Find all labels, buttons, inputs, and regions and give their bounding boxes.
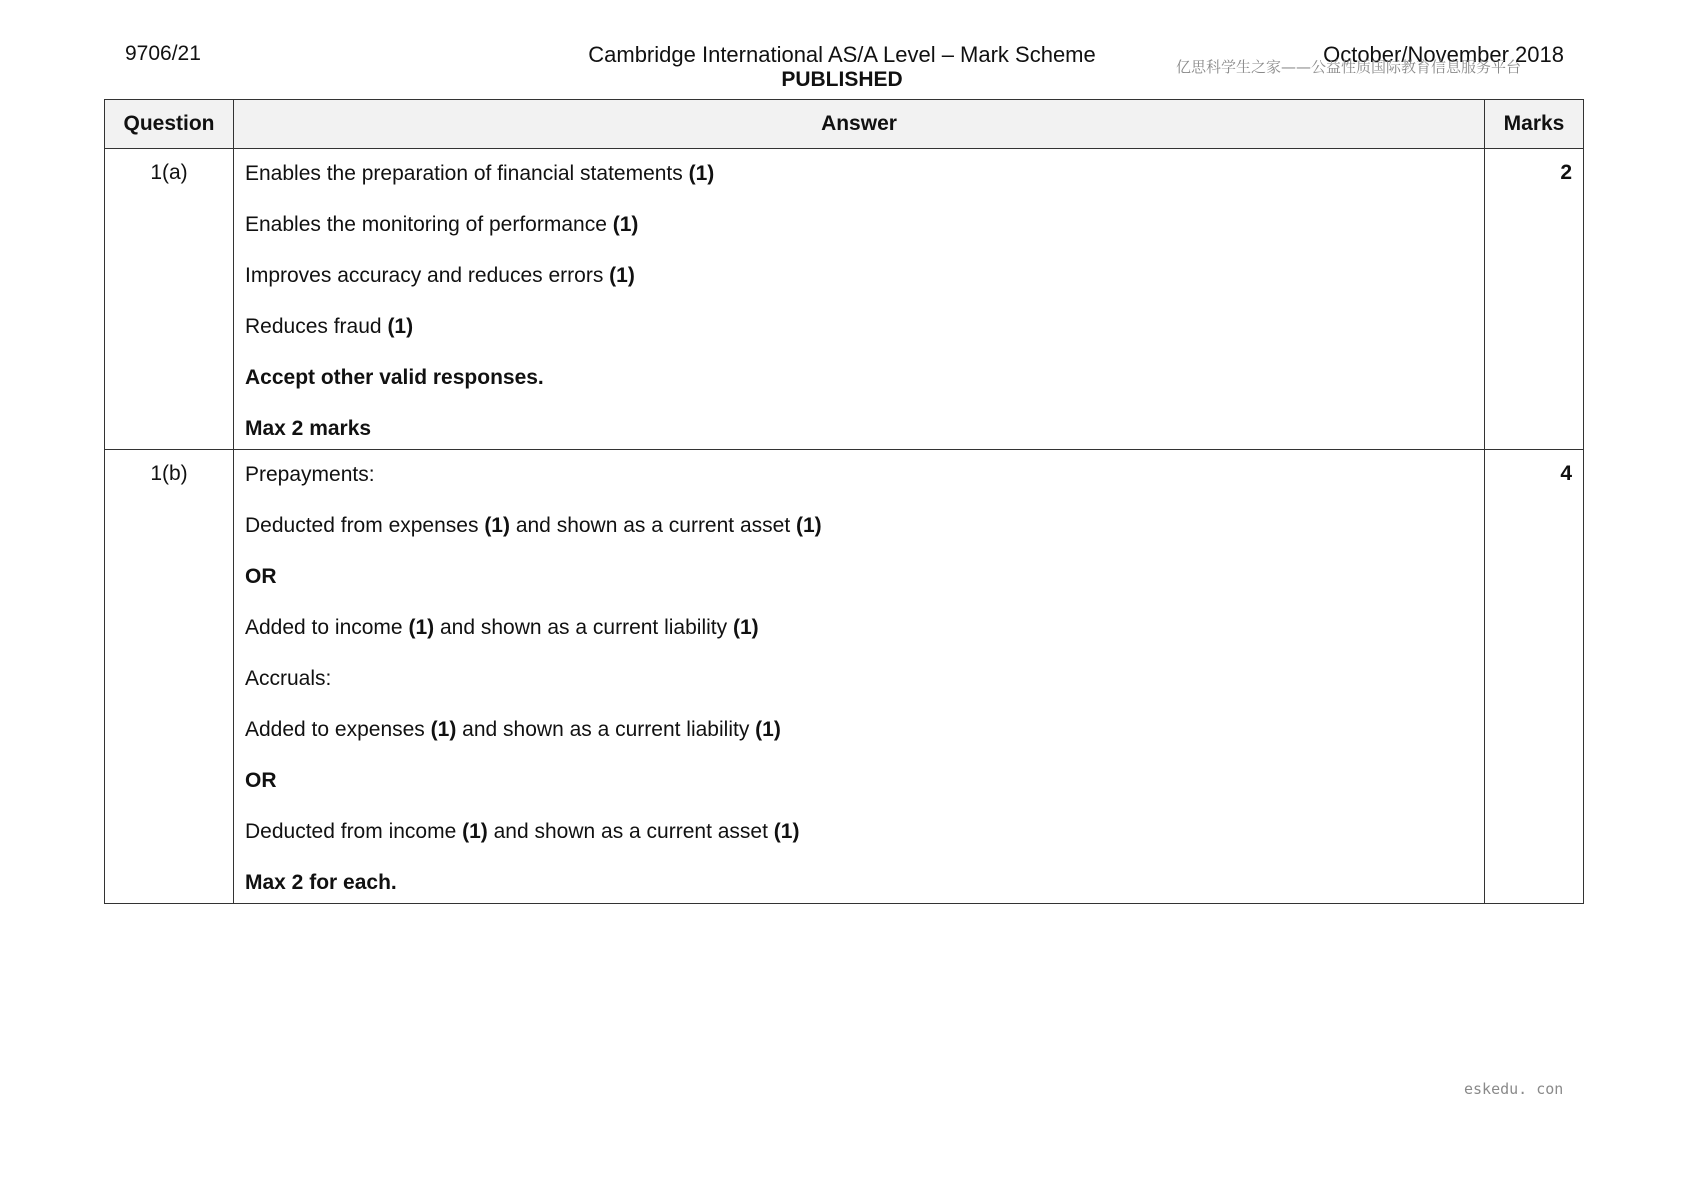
mark-allocation: (1) xyxy=(408,616,435,639)
watermark-top: 亿思科学生之家——公益性质国际教育信息服务平台 xyxy=(1176,58,1522,76)
answer-line xyxy=(245,212,1473,238)
table-header-row xyxy=(105,100,1584,149)
mark-scheme-title: Cambridge International AS/A Level – Mark Scheme xyxy=(588,42,1096,67)
max-marks-note: Max 2 for each. xyxy=(245,871,397,894)
table-row xyxy=(105,149,1584,450)
answer-text: Added to income xyxy=(245,616,403,639)
answer-text: Deducted from income xyxy=(245,820,457,843)
answer-text: Accruals: xyxy=(245,667,332,690)
mark-allocation: (1) xyxy=(755,718,781,741)
watermark-bottom: eskedu. con xyxy=(1464,1080,1564,1098)
paper-code: 9706/21 xyxy=(125,42,201,65)
column-header-question: Question xyxy=(105,100,234,149)
published-label: PUBLISHED xyxy=(781,68,903,91)
answer-line xyxy=(245,819,1473,845)
answer-cell xyxy=(234,450,1485,904)
answer-text: and shown as a current liability xyxy=(462,718,750,741)
mark-allocation: (1) xyxy=(609,264,635,287)
or-separator: OR xyxy=(245,565,277,588)
answer-text: Added to expenses xyxy=(245,718,425,741)
exam-session: October/November 2018 xyxy=(1323,42,1564,67)
column-header-answer: Answer xyxy=(234,100,1485,149)
mark-allocation: (1) xyxy=(773,820,800,843)
question-number: 1(b) xyxy=(105,450,234,904)
answer-line xyxy=(245,462,1473,488)
mark-allocation: (1) xyxy=(612,213,639,236)
answer-line xyxy=(245,314,1473,340)
column-header-marks: Marks xyxy=(1485,100,1584,149)
answer-line xyxy=(245,513,1473,539)
marks-value: 4 xyxy=(1485,450,1584,904)
mark-allocation: (1) xyxy=(796,514,822,537)
answer-text: Enables the preparation of financial statements xyxy=(245,162,683,185)
mark-scheme-table xyxy=(104,99,1584,904)
answer-text: Prepayments: xyxy=(245,463,375,486)
answer-line xyxy=(245,717,1473,743)
answer-text: and shown as a current liability xyxy=(439,616,728,639)
mark-allocation: (1) xyxy=(387,315,414,338)
mark-allocation: (1) xyxy=(732,616,759,639)
answer-text: and shown as a current asset xyxy=(515,514,791,537)
mark-allocation: (1) xyxy=(688,162,715,185)
answer-line xyxy=(245,161,1473,187)
answer-text: Deducted from expenses xyxy=(245,514,479,537)
answer-line xyxy=(245,615,1473,641)
answer-text: Enables the monitoring of performance xyxy=(245,213,607,236)
answer-text: Improves accuracy and reduces errors xyxy=(245,264,604,287)
mark-allocation: (1) xyxy=(484,514,510,537)
marking-note: Accept other valid responses. xyxy=(245,366,544,389)
question-number: 1(a) xyxy=(105,149,234,450)
mark-allocation: (1) xyxy=(430,718,457,741)
marks-value: 2 xyxy=(1485,149,1584,450)
answer-cell xyxy=(234,149,1485,450)
table-row xyxy=(105,450,1584,904)
or-separator: OR xyxy=(245,769,277,792)
max-marks-note: Max 2 marks xyxy=(245,417,372,440)
answer-line xyxy=(245,666,1473,692)
answer-text: and shown as a current asset xyxy=(493,820,768,843)
mark-allocation: (1) xyxy=(462,820,488,843)
answer-text: Reduces fraud xyxy=(245,315,382,338)
answer-line xyxy=(245,263,1473,289)
